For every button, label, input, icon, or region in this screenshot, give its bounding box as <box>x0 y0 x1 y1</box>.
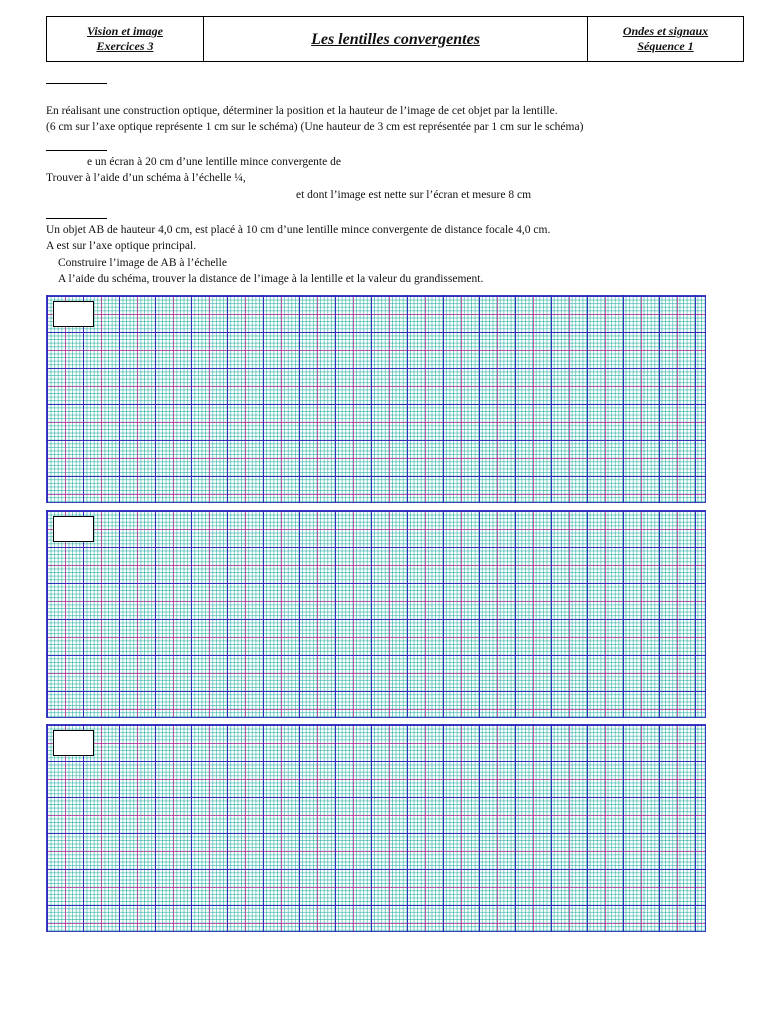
exercise1-text-line2: (6 cm sur l’axe optique représente 1 cm sur le schéma) (Une hauteur de 3 cm est représentée par 1 cm sur le schéma) <box>46 121 584 133</box>
graph-paper-3 <box>46 724 706 932</box>
exercise3-text-line1: Un objet AB de hauteur 4,0 cm, est placé à 10 cm d’une lentille mince convergente de distance focale 4,0 cm. <box>46 224 551 236</box>
exercise3-heading-rule <box>46 218 107 219</box>
graph-label-box-1 <box>53 301 94 327</box>
theme-label: Vision et image <box>86 24 163 38</box>
exercise2-text-line2: Trouver à l’aide d’un schéma à l’échelle ¼, <box>46 172 246 184</box>
header-left-cell <box>47 17 204 61</box>
chapter-label: Ondes et signaux <box>622 24 709 38</box>
exercise1-text-line1: En réalisant une construction optique, déterminer la position et la hauteur de l’image de cet objet par la lentille. <box>46 105 558 117</box>
graph-label-box-3 <box>53 730 94 756</box>
exercise2-heading-rule <box>46 150 107 151</box>
header-table <box>46 16 744 62</box>
exercise2-text-line3: et dont l’image est nette sur l’écran et mesure 8 cm <box>296 189 532 201</box>
exercise3-text-line2: A est sur l’axe optique principal. <box>46 240 197 252</box>
page-title: Les lentilles convergentes <box>311 30 480 48</box>
exercise3-text-line3: Construire l’image de AB à l’échelle <box>58 257 227 269</box>
exercise3-text-line4: A l’aide du schéma, trouver la distance de l’image à la lentille et la valeur du grandissement. <box>58 273 484 285</box>
header-right-cell <box>587 17 743 61</box>
graph-paper-1 <box>46 295 706 503</box>
exercise1-heading-rule <box>46 83 107 84</box>
header-title-cell <box>204 17 587 61</box>
sequence-label: Séquence 1 <box>637 39 694 53</box>
exercise-set-label: Exercices 3 <box>96 39 154 53</box>
graph-paper-2 <box>46 510 706 718</box>
exercise2-text-line1: e un écran à 20 cm d’une lentille mince convergente de <box>87 156 341 168</box>
graph-label-box-2 <box>53 516 94 542</box>
